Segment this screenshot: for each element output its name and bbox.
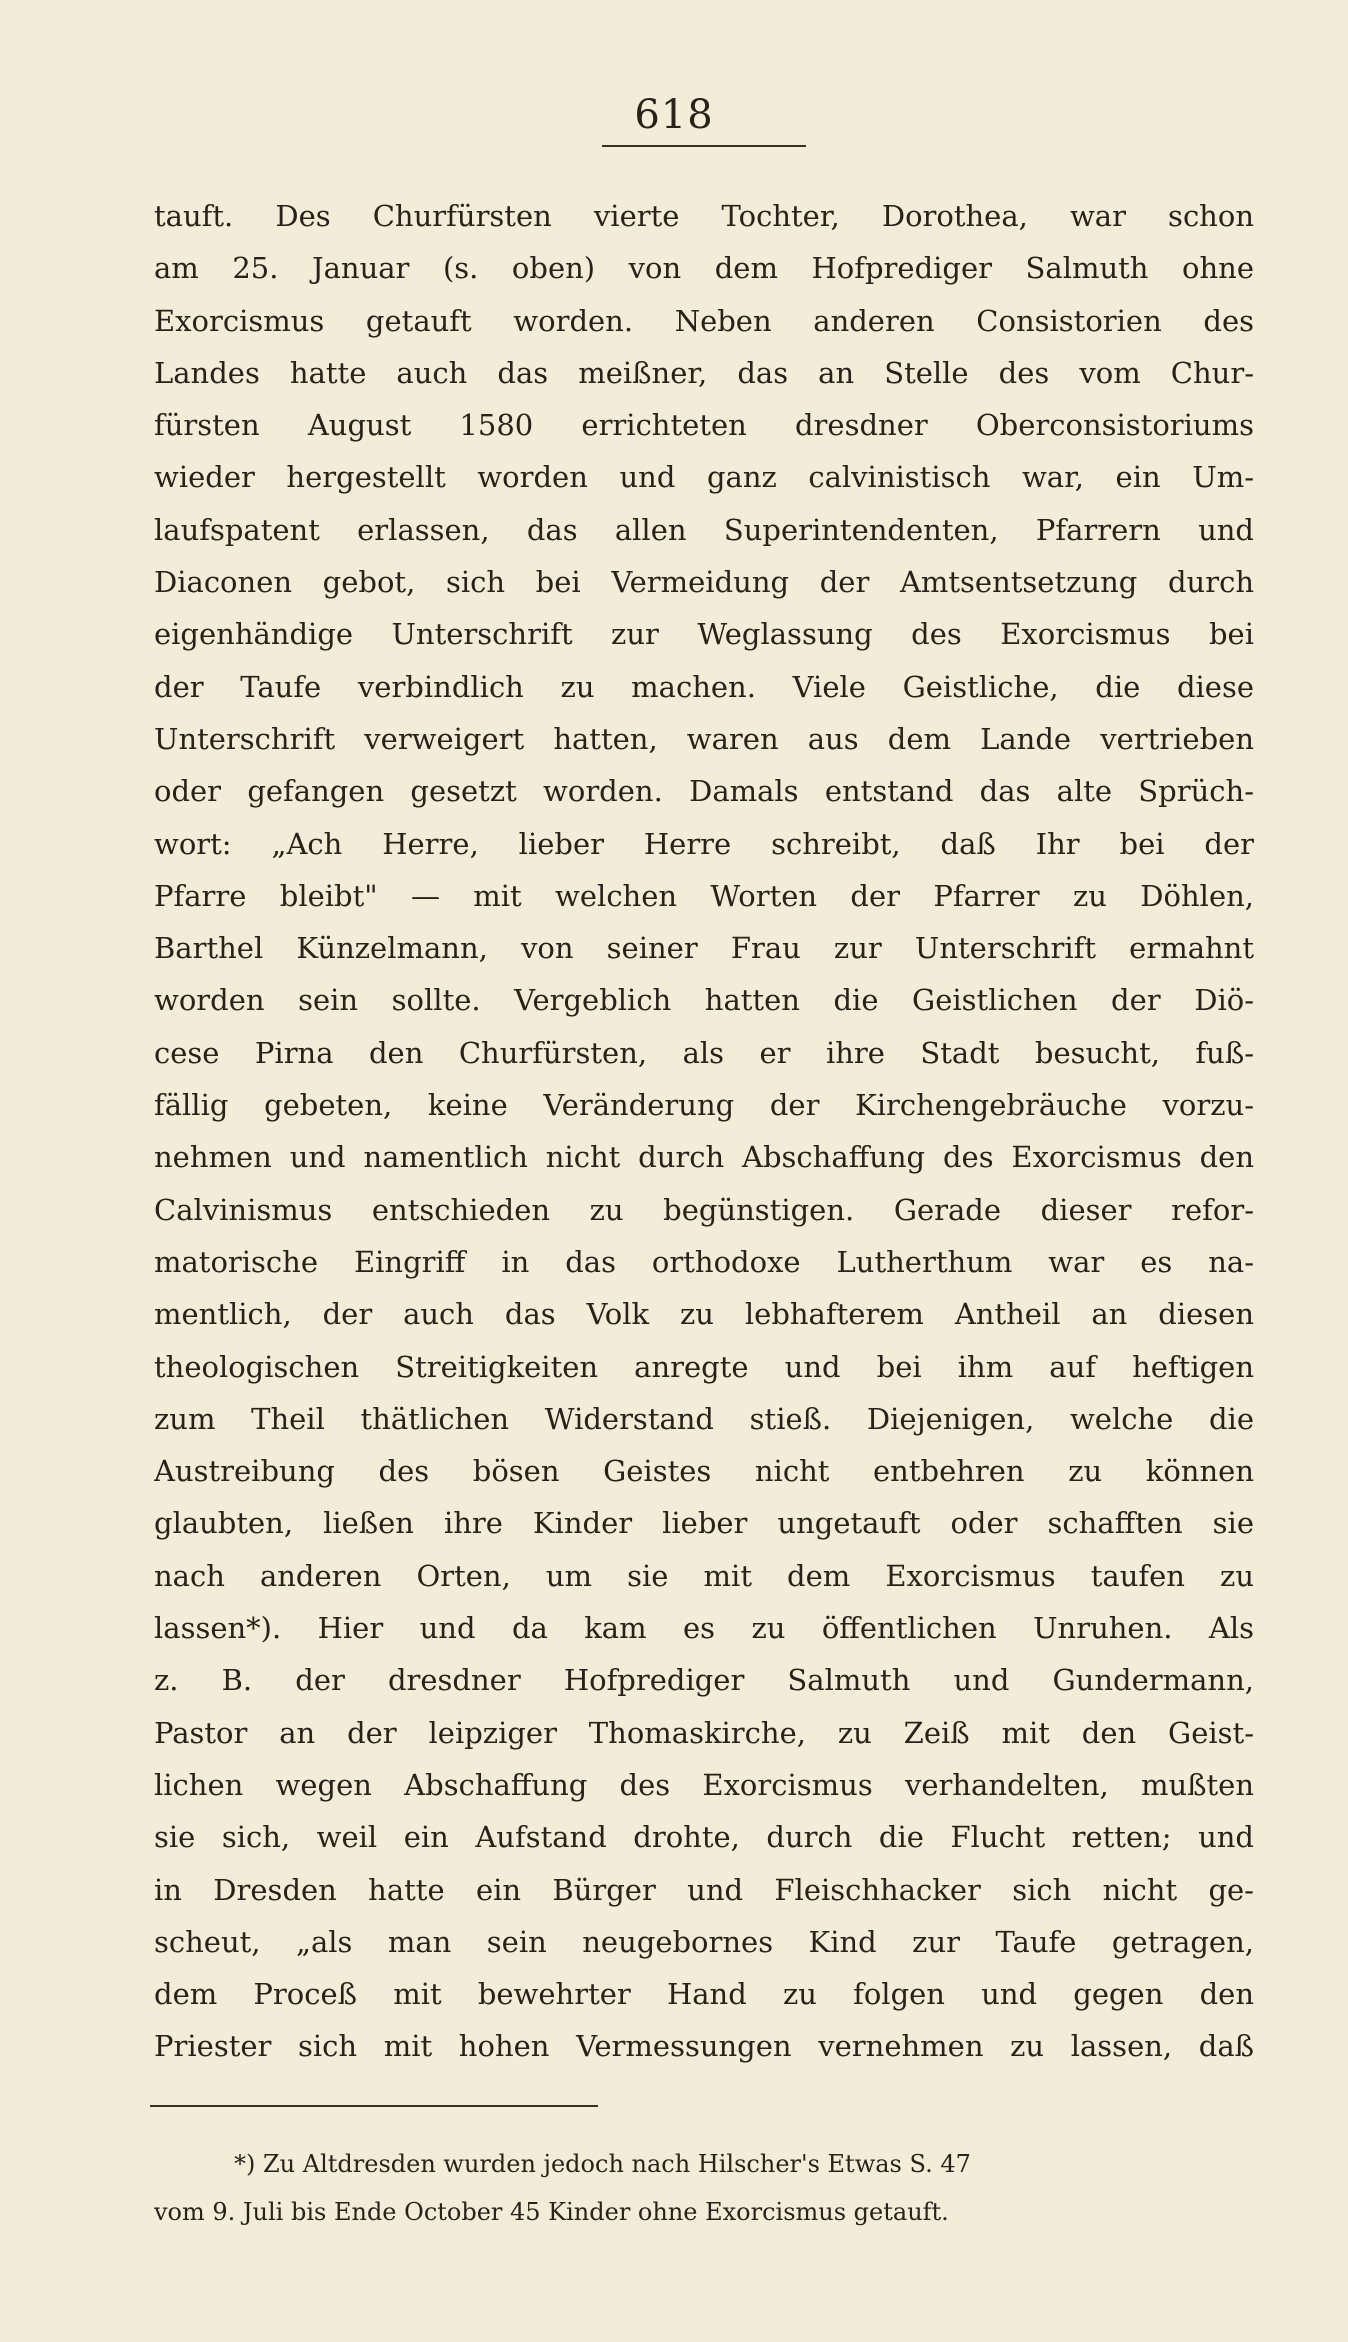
text-line: Calvinismus entschieden zu begünstigen. Gerade dieser refor- [154,1192,1254,1227]
text-line: eigenhändige Unterschrift zur Weglassung des Exorcismus bei [154,617,1254,652]
header-rule [602,145,806,147]
text-line: lassen*). Hier und da kam es zu öffentlichen Unruhen. Als [154,1611,1254,1646]
text-line: fällig gebeten, keine Veränderung der Kirchengebräuche vorzu- [154,1088,1254,1123]
text-line: mentlich, der auch das Volk zu lebhafterem Antheil an diesen [154,1297,1254,1332]
text-line: z. B. der dresdner Hofprediger Salmuth und Gundermann, [154,1663,1254,1698]
text-line: Pfarre bleibt" — mit welchen Worten der Pfarrer zu Döhlen, [154,878,1254,913]
text-line: theologischen Streitigkeiten anregte und bei ihm auf heftigen [154,1349,1254,1384]
page-number: 618 [634,92,714,138]
text-line: am 25. Januar (s. oben) von dem Hofprediger Salmuth ohne [154,251,1254,286]
body-text [154,190,1254,2073]
text-line: in Dresden hatte ein Bürger und Fleischhacker sich nicht ge- [154,1872,1254,1907]
text-line: worden sein sollte. Vergeblich hatten die Geistlichen der Diö- [154,983,1254,1018]
text-line: Barthel Künzelmann, von seiner Frau zur Unterschrift ermahnt [154,931,1254,966]
text-line: Austreibung des bösen Geistes nicht entbehren zu können [154,1454,1254,1489]
footnote-line: vom 9. Juli bis Ende October 45 Kinder ohne Exorcismus getauft. [154,2198,949,2226]
text-line: Landes hatte auch das meißner, das an Stelle des vom Chur- [154,355,1254,390]
text-line: oder gefangen gesetzt worden. Damals entstand das alte Sprüch- [154,774,1254,809]
text-line: Pastor an der leipziger Thomaskirche, zu Zeiß mit den Geist- [154,1715,1254,1750]
text-line: Exorcismus getauft worden. Neben anderen Consistorien des [154,303,1254,338]
text-line: Priester sich mit hohen Vermessungen vernehmen zu lassen, daß [154,2029,1254,2064]
text-line: Diaconen gebot, sich bei Vermeidung der Amtsentsetzung durch [154,565,1254,600]
text-line: der Taufe verbindlich zu machen. Viele Geistliche, die diese [154,669,1254,704]
text-line: scheut, „als man sein neugebornes Kind zur Taufe getragen, [154,1924,1254,1959]
text-line: wort: „Ach Herre, lieber Herre schreibt, daß Ihr bei der [154,826,1254,861]
text-line: sie sich, weil ein Aufstand drohte, durch die Flucht retten; und [154,1820,1254,1855]
text-line: nach anderen Orten, um sie mit dem Exorcismus taufen zu [154,1558,1254,1593]
text-line: fürsten August 1580 errichteten dresdner Oberconsistoriums [154,408,1254,443]
text-line: laufspatent erlassen, das allen Superintendenten, Pfarrern und [154,512,1254,547]
text-line: zum Theil thätlichen Widerstand stieß. Diejenigen, welche die [154,1401,1254,1436]
text-line: wieder hergestellt worden und ganz calvinistisch war, ein Um- [154,460,1254,495]
text-line: cese Pirna den Churfürsten, als er ihre Stadt besucht, fuß- [154,1035,1254,1070]
text-line: matorische Eingriff in das orthodoxe Lutherthum war es na- [154,1244,1254,1279]
text-line: dem Proceß mit bewehrter Hand zu folgen und gegen den [154,1977,1254,2012]
text-line: tauft. Des Churfürsten vierte Tochter, Dorothea, war schon [154,199,1254,233]
footnote [154,2140,1254,2236]
text-line: lichen wegen Abschaffung des Exorcismus verhandelten, mußten [154,1767,1254,1802]
footnote-line: *) Zu Altdresden wurden jedoch nach Hilscher's Etwas S. 47 [234,2150,971,2178]
text-line: nehmen und namentlich nicht durch Abschaffung des Exorcismus den [154,1140,1254,1175]
text-line: Unterschrift verweigert hatten, waren aus dem Lande vertrieben [154,721,1254,756]
text-line: glaubten, ließen ihre Kinder lieber ungetauft oder schafften sie [154,1506,1254,1541]
footnote-rule [150,2105,598,2107]
